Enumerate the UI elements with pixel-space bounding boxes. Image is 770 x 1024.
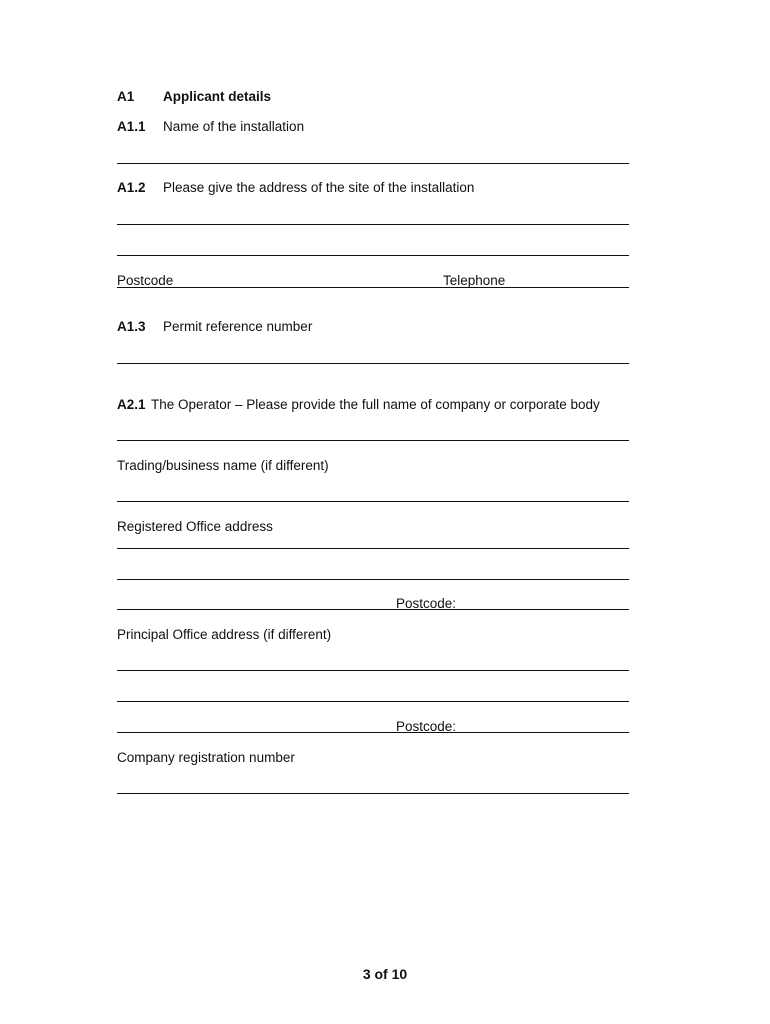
- registered-office-input-1[interactable]: [117, 526, 629, 548]
- page-number: 3 of 10: [362, 966, 408, 982]
- site-address-input-2[interactable]: [117, 233, 629, 255]
- company-registration-line: [117, 793, 629, 794]
- site-address-line-1: [117, 224, 629, 225]
- principal-office-input-2[interactable]: [117, 679, 629, 701]
- principal-office-label: Principal Office address (if different): [117, 627, 332, 642]
- permit-reference-label: Permit reference number: [163, 319, 313, 334]
- site-address-label: Please give the address of the site of the installation: [163, 180, 475, 195]
- question-number-a1-2: A1.2: [117, 180, 146, 195]
- trading-name-input[interactable]: [117, 479, 629, 501]
- company-registration-label: Company registration number: [117, 750, 295, 765]
- permit-reference-input[interactable]: [117, 341, 629, 363]
- question-number-a1-3: A1.3: [117, 319, 146, 334]
- principal-postcode-label: Postcode:: [396, 719, 457, 734]
- installation-name-line: [117, 163, 629, 164]
- principal-office-input-3[interactable]: [117, 710, 389, 732]
- registered-postcode-line: [117, 609, 629, 610]
- registered-office-line-1: [117, 548, 629, 549]
- principal-office-line-2: [117, 701, 629, 702]
- principal-office-input-1[interactable]: [117, 648, 629, 670]
- principal-postcode-line: [117, 732, 629, 733]
- site-postcode-label: Postcode: [117, 273, 174, 288]
- company-registration-input[interactable]: [117, 771, 629, 793]
- trading-name-label: Trading/business name (if different): [117, 458, 329, 473]
- telephone-input[interactable]: [512, 266, 628, 288]
- registered-office-line-2: [117, 579, 629, 580]
- registered-office-label: Registered Office address: [117, 519, 273, 534]
- section-number-a1: A1: [117, 89, 135, 104]
- site-address-line-2: [117, 255, 629, 256]
- operator-name-input[interactable]: [117, 418, 629, 440]
- principal-office-line-1: [117, 670, 629, 671]
- registered-postcode-label: Postcode:: [396, 596, 457, 611]
- installation-name-label: Name of the installation: [163, 119, 305, 134]
- question-number-a2-1: A2.1: [117, 397, 146, 412]
- registered-office-input-2[interactable]: [117, 557, 629, 579]
- trading-name-line: [117, 501, 629, 502]
- operator-name-label: The Operator – Please provide the full name of company or corporate body: [151, 397, 600, 412]
- registered-office-input-3[interactable]: [117, 587, 389, 609]
- registered-postcode-input[interactable]: [462, 587, 628, 609]
- principal-postcode-input[interactable]: [462, 710, 628, 732]
- operator-name-line: [117, 440, 629, 441]
- postcode-telephone-line: [117, 287, 629, 288]
- site-postcode-input[interactable]: [180, 266, 435, 288]
- permit-reference-line: [117, 363, 629, 364]
- telephone-label: Telephone: [443, 273, 506, 288]
- installation-name-input[interactable]: [117, 141, 629, 163]
- site-address-input-1[interactable]: [117, 202, 629, 224]
- question-number-a1-1: A1.1: [117, 119, 146, 134]
- section-title: Applicant details: [163, 89, 272, 104]
